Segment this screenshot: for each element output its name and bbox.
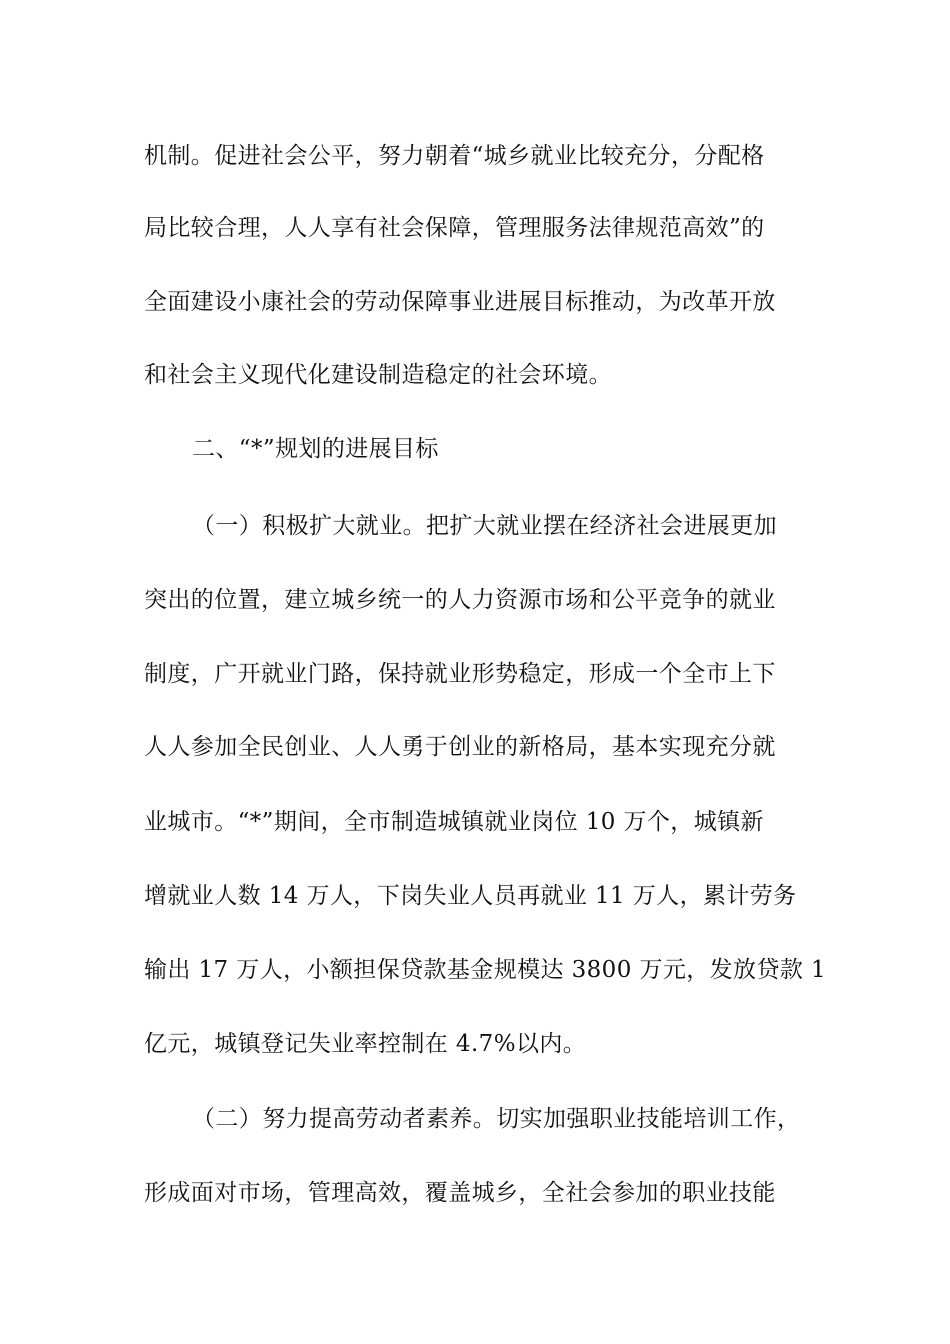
body-text-line: 全面建设小康社会的劳动保障事业进展目标推动，为改革开放 <box>144 289 776 315</box>
body-text-line: 局比较合理，人人享有社会保障，管理服务法律规范高效”的 <box>144 215 765 241</box>
body-text-line: 机制。促进社会公平，努力朝着“城乡就业比较充分，分配格 <box>144 143 765 169</box>
body-text-line: 人人参加全民创业、人人勇于创业的新格局，基本实现充分就 <box>144 734 776 760</box>
body-text-line: 亿元，城镇登记失业率控制在 4.7%以内。 <box>144 1031 587 1057</box>
body-text-line: 业城市。“*”期间，全市制造城镇就业岗位 10 万个，城镇新 <box>144 809 764 835</box>
body-text-line: 输出 17 万人，小额担保贷款基金规模达 3800 万元，发放贷款 1 <box>144 957 826 983</box>
body-text-line: 形成面对市场，管理高效，覆盖城乡，全社会参加的职业技能 <box>144 1180 776 1206</box>
body-text-line: （二）努力提高劳动者素养。切实加强职业技能培训工作， <box>192 1106 801 1132</box>
body-text-line: 突出的位置，建立城乡统一的人力资源市场和公平竞争的就业 <box>144 587 776 613</box>
body-text-line: 制度，广开就业门路，保持就业形势稳定，形成一个全市上下 <box>144 661 776 687</box>
body-text-line: 和社会主义现代化建设制造稳定的社会环境。 <box>144 362 612 388</box>
section-heading: 二、“*”规划的进展目标 <box>192 436 439 462</box>
body-text-line: （一）积极扩大就业。把扩大就业摆在经济社会进展更加 <box>192 513 777 539</box>
body-text-line: 增就业人数 14 万人，下岗失业人员再就业 11 万人，累计劳务 <box>144 883 797 909</box>
